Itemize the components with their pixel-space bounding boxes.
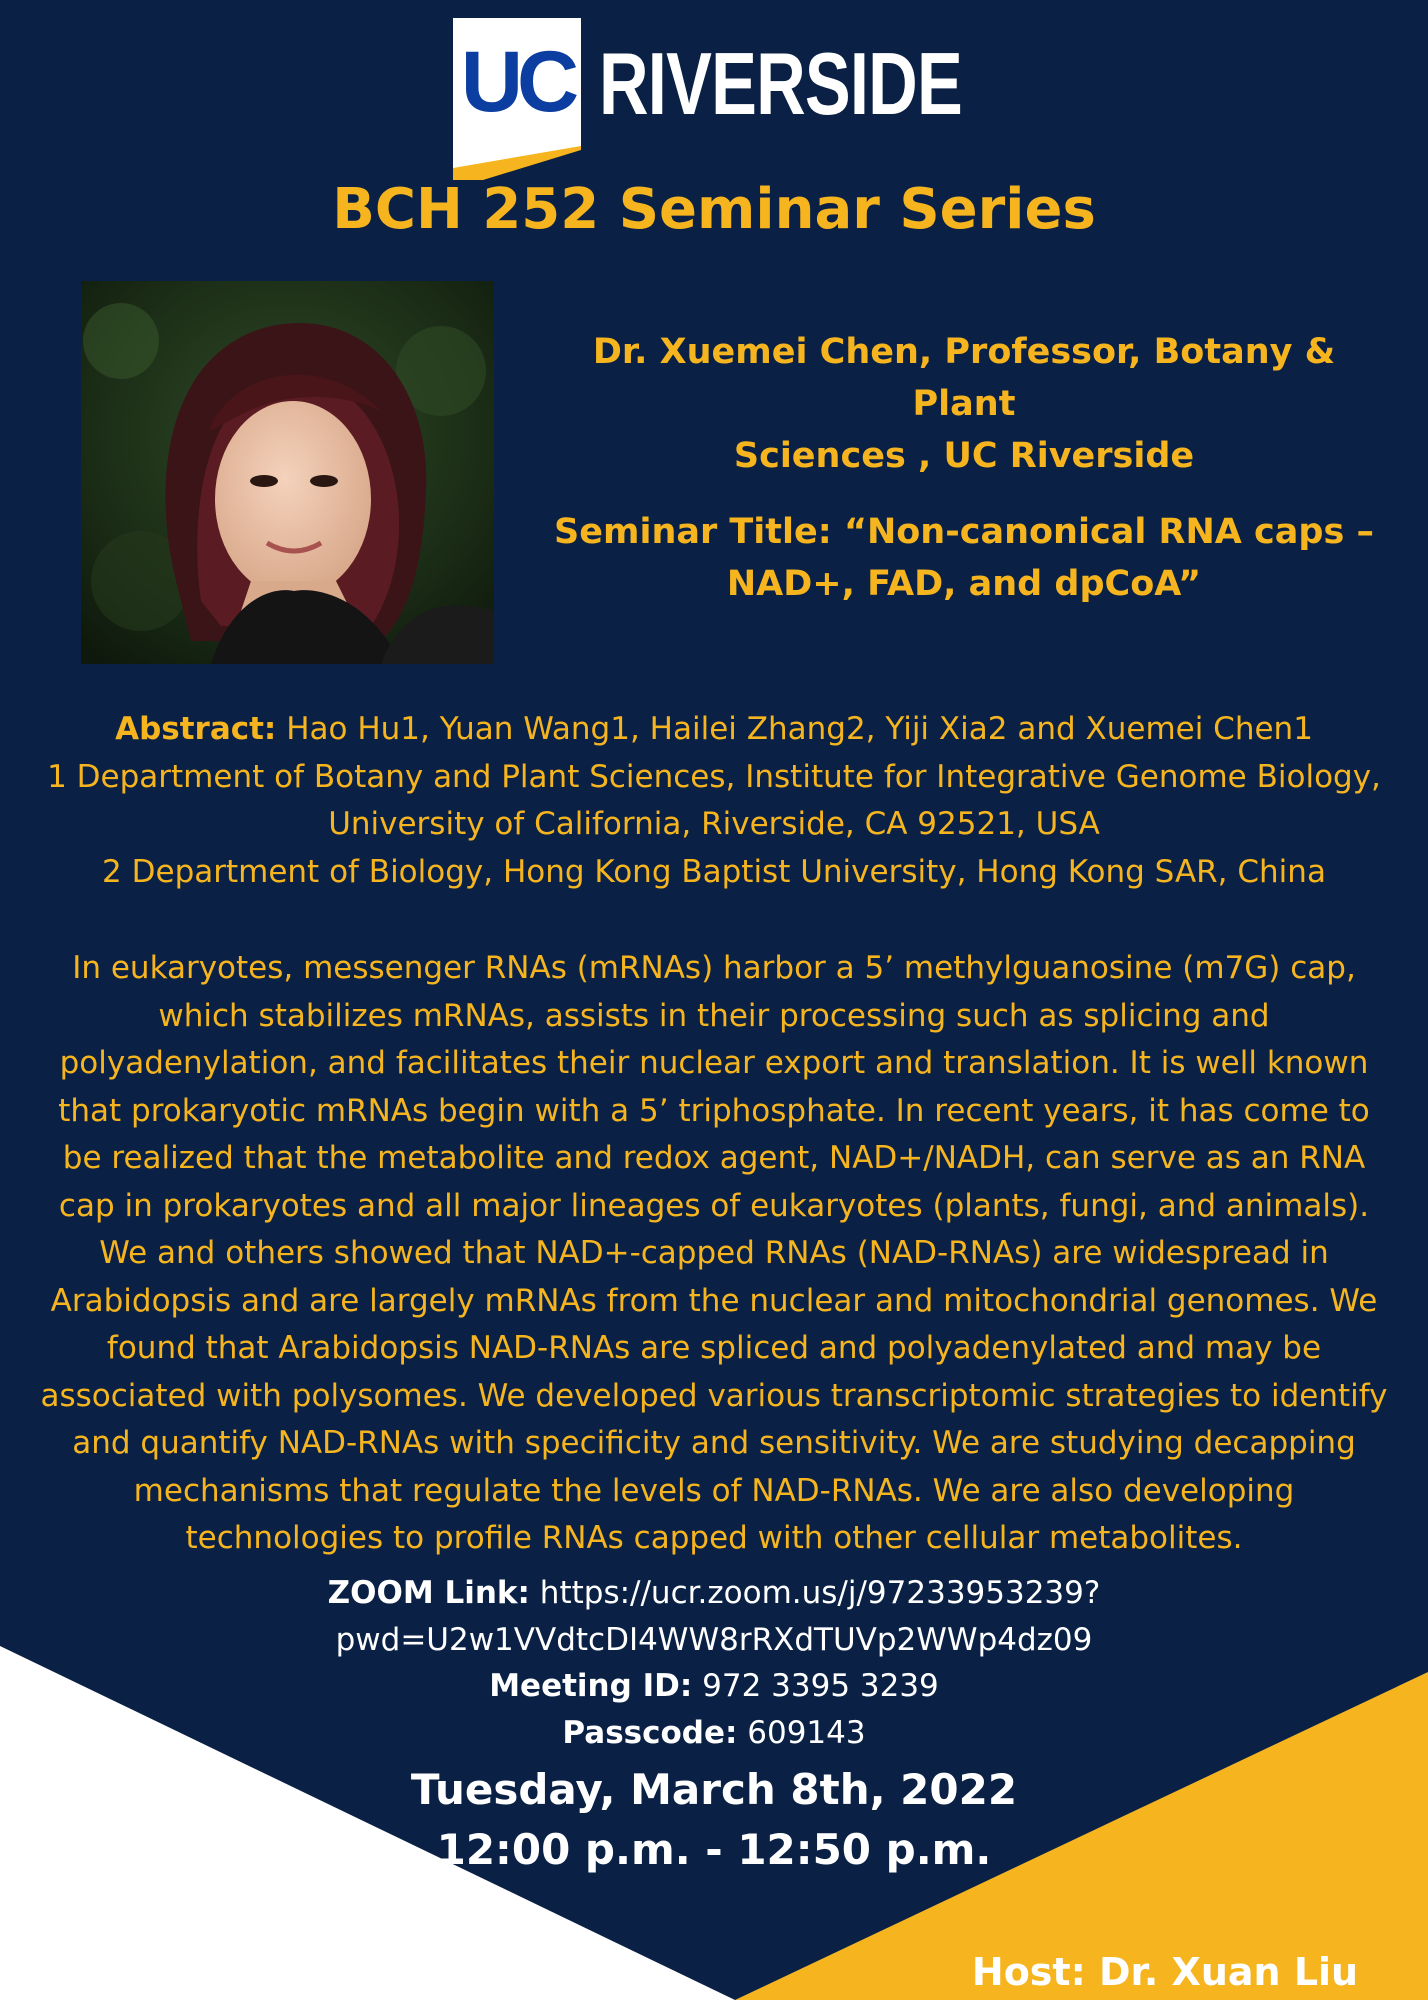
seminar-title bbox=[540, 506, 1388, 610]
meeting-id-label: Meeting ID: bbox=[489, 1668, 693, 1704]
body-line: which stabilizes mRNAs, assists in their processing such as splicing and bbox=[158, 997, 1270, 1034]
zoom-link-url-part-2[interactable]: pwd=U2w1VVdtcDI4WW8rRXdTUVp2WWp4dz09 bbox=[335, 1621, 1093, 1658]
seminar-title-line-1: Seminar Title: “Non-canonical RNA caps – bbox=[554, 512, 1374, 552]
body-line: and quantify NAD-RNAs with specificity and sensitivity. We are studying decapping bbox=[72, 1425, 1356, 1461]
body-line: cap in prokaryotes and all major lineages of eukaryotes (plants, fungi, and animals). bbox=[58, 1187, 1370, 1224]
body-line: associated with polysomes. We developed various transcriptomic strategies to identify bbox=[40, 1377, 1388, 1414]
host-name: Host: Dr. Xuan Liu bbox=[971, 1950, 1359, 1994]
body-line: that prokaryotic mRNAs begin with a 5’ triphosphate. In recent years, it has come to bbox=[58, 1092, 1370, 1129]
body-line: mechanisms that regulate the levels of NAD-RNAs. We are also developing bbox=[133, 1472, 1295, 1509]
body-line: Arabidopsis and are largely mRNAs from the nuclear and mitochondrial genomes. We bbox=[50, 1282, 1378, 1319]
seminar-title-line-2: NAD+, FAD, and dpCoA” bbox=[726, 564, 1202, 604]
body-line: polyadenylation, and facilitates their nuclear export and translation. It is well known bbox=[59, 1045, 1369, 1081]
body-line: In eukaryotes, messenger RNAs (mRNAs) harbor a 5’ methylguanosine (m7G) cap, bbox=[72, 950, 1356, 986]
affiliation-2: 2 Department of Biology, Hong Kong Baptist University, Hong Kong SAR, China bbox=[102, 853, 1326, 890]
abstract-authors-line bbox=[14, 706, 1414, 754]
event-datetime bbox=[0, 1760, 1428, 1880]
zoom-link-line-1[interactable] bbox=[14, 1570, 1414, 1617]
affiliation-1-line-2: University of California, Riverside, CA 92521, USA bbox=[328, 806, 1100, 842]
speaker-line-1: Dr. Xuemei Chen, Professor, Botany & Plant bbox=[592, 332, 1336, 424]
zoom-link-label: ZOOM Link: bbox=[327, 1575, 530, 1611]
body-line: technologies to profile RNAs capped with other cellular metabolites. bbox=[185, 1520, 1243, 1556]
passcode-value: 609143 bbox=[737, 1714, 866, 1751]
abstract-body bbox=[18, 945, 1410, 1563]
uc-riverside-logo bbox=[453, 18, 973, 163]
series-title: BCH 252 Seminar Series bbox=[332, 177, 1096, 242]
zoom-link-url-part-1[interactable]: https://ucr.zoom.us/j/97233953239? bbox=[529, 1575, 1101, 1611]
zoom-details bbox=[14, 1570, 1414, 1756]
passcode-label: Passcode: bbox=[562, 1714, 738, 1751]
meeting-id-value: 972 3395 3239 bbox=[692, 1668, 939, 1704]
event-date: Tuesday, March 8th, 2022 bbox=[410, 1765, 1018, 1814]
abstract-authors: Hao Hu1, Yuan Wang1, Hailei Zhang2, Yiji Xia2 and Xuemei Chen1 bbox=[276, 711, 1313, 747]
speaker-portrait bbox=[81, 281, 494, 664]
body-line: We and others showed that NAD+-capped RNAs (NAD-RNAs) are widespread in bbox=[99, 1235, 1329, 1271]
body-line: found that Arabidopsis NAD-RNAs are spliced and polyadenylated and may be bbox=[106, 1330, 1322, 1366]
meeting-id-line bbox=[14, 1663, 1414, 1710]
logo-riverside-text: RIVERSIDE bbox=[599, 34, 962, 133]
event-time: 12:00 p.m. - 12:50 p.m. bbox=[436, 1825, 992, 1874]
abstract-header bbox=[14, 706, 1414, 896]
speaker-info bbox=[540, 326, 1388, 482]
passcode-line bbox=[14, 1710, 1414, 1757]
body-line: be realized that the metabolite and redox agent, NAD+/NADH, can serve as an RNA bbox=[62, 1140, 1366, 1176]
affiliation-1-line-1: 1 Department of Botany and Plant Sciences, Institute for Integrative Genome Biology, bbox=[47, 758, 1381, 795]
speaker-line-2: Sciences , UC Riverside bbox=[733, 436, 1195, 476]
abstract-label: Abstract: bbox=[115, 711, 277, 747]
logo-uc-text: UC bbox=[460, 34, 574, 130]
